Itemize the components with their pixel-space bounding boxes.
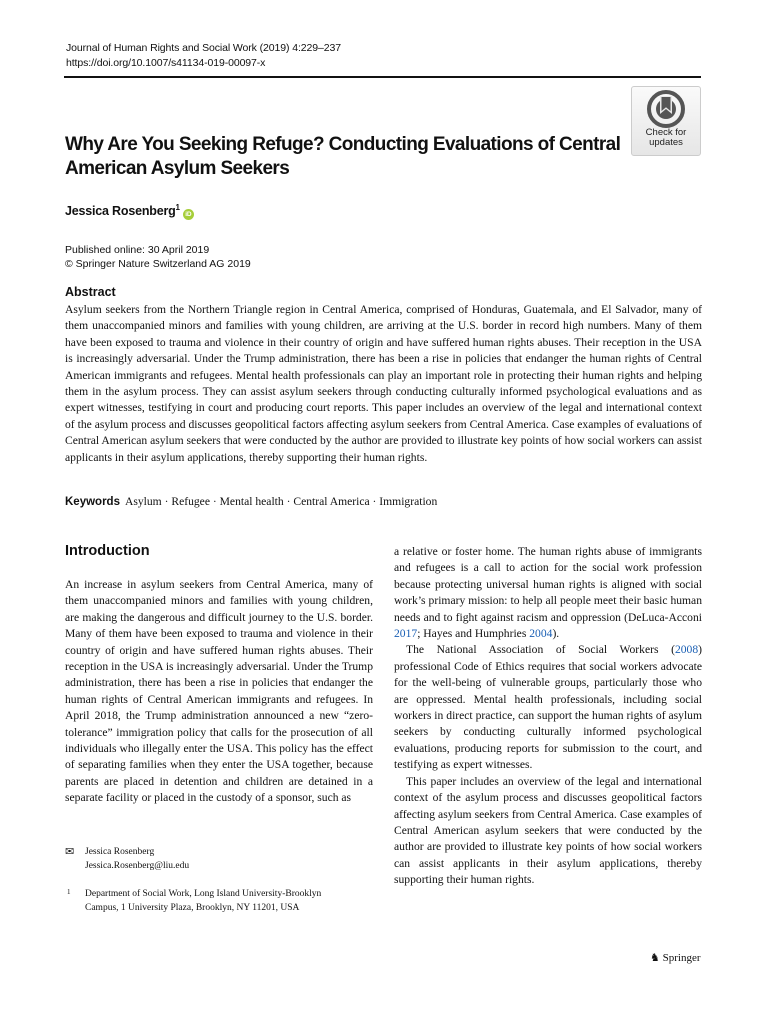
check-for-updates-badge[interactable] <box>631 86 701 156</box>
journal-header <box>66 41 341 71</box>
contact-name: Jessica Rosenberg <box>85 847 155 857</box>
left-column <box>65 577 373 807</box>
orcid-icon[interactable]: iD <box>183 209 194 220</box>
badge-line2: updates <box>649 137 683 148</box>
header-rule <box>64 76 701 78</box>
citation-link[interactable]: 2008 <box>674 643 699 657</box>
affiliation-footnote <box>65 888 321 915</box>
affiliation-line-1: Department of Social Work, Long Island University-Brooklyn <box>85 889 322 899</box>
intro-paragraph-2: The National Association of Social Workers (2008) professional Code of Ethics requires that social workers advocate for the well-being of vulnerable groups, particularly those who are oppressed. Mental health professionals, including social workers in direct practice, can support the human rights of asylum seekers by conducting culturally informed psychological evaluations, producing reports for submission to the court, and testifying as expert witnesses. <box>394 643 702 772</box>
author-line <box>65 203 194 220</box>
keywords-label: Keywords <box>65 496 120 508</box>
published-date: Published online: 30 April 2019 <box>65 244 210 256</box>
copyright: © Springer Nature Switzerland AG 2019 <box>65 258 251 270</box>
badge-line1: Check for <box>645 127 687 138</box>
horse-icon: ♞ <box>650 952 660 964</box>
affiliation-number: 1 <box>67 888 71 896</box>
springer-logo <box>650 951 701 964</box>
keywords <box>65 494 437 510</box>
contact-email[interactable]: Jessica.Rosenberg@liu.edu <box>85 860 190 871</box>
keywords-list: Asylum · Refugee · Mental health · Central America · Immigration <box>124 495 438 508</box>
bookmark-icon <box>646 90 686 128</box>
intro-paragraph-1: An increase in asylum seekers from Central America, many of them unaccompanied minors and families with young children, are making the dangerous and difficult journey to the U.S. border. Many of them have been exposed to trauma and violence in their country of origin and have suffered human rights abuses. Their reception in the USA is increasingly adversarial. Under the Trump administration, there has been a rise in policies that endanger the human rights of Central American immigrants and refugees. In April 2018, the Trump administration announced a new “zero-tolerance” immigration policy that calls for the prosecution of all individuals who illegally enter the USA. This policy has the effect of separating families when they enter the USA together, because parents are placed in detention and children are detained in a separate facility or placed in the custody of a sponsor, such as <box>65 578 373 805</box>
publisher-name: Springer <box>662 952 701 964</box>
abstract-text: Asylum seekers from the Northern Triangle region in Central America, comprised of Honduras, Guatemala, and El Salvador, many of them unaccompanied minors and families with young children, are arriving at the U.S. border in record high numbers. Many of them have been exposed to trauma and violence in their country of origin and have suffered human rights abuses. Their reception in the USA is increasingly adversarial. Under the Trump administration, there has been a rise in policies that endanger the human rights of Central American immigrants and refugees. Mental health professionals can play an important role in protecting their human rights and helping them in the asylum process. They can assist asylum seekers through conducting culturally informed psychological evaluations and as expert witnesses, testifying in court and producing court reports. This paper includes an overview of the legal and international context of the asylum process and discusses geopolitical factors affecting asylum seekers from Central America. Case examples of evaluations of Central American asylum seekers that were conducted by the author are provided to illustrate key points of how social workers can assist applicants in their asylum applications, thereby supporting their human rights. <box>65 303 702 464</box>
affiliation-line-2: Campus, 1 University Plaza, Brooklyn, NY 11201, USA <box>85 902 300 913</box>
citation-link[interactable]: 2017 <box>394 627 418 641</box>
intro-paragraph-1-cont: a relative or foster home. The human rights abuse of immigrants and refugees is a call to action for the social work profession because protecting universal human rights is aligned with social work’s primary mission: to help all people meet their basic human needs and to fight against racism and oppression (DeLuca-Acconi 2017; Hayes and Humphries 2004). <box>394 545 702 641</box>
abstract-heading: Abstract <box>65 285 116 299</box>
intro-paragraph-3: This paper includes an overview of the legal and international context of the asylum process and discusses geopolitical factors affecting asylum seekers from Central America. Case examples of Central American asylum seekers that were conducted by the author are provided to illustrate key points of how social workers can assist applicants in their asylum applications, thereby supporting their human rights. <box>394 774 702 887</box>
envelope-icon: ✉ <box>65 846 75 858</box>
affiliation-mark: 1 <box>175 203 180 212</box>
introduction-heading: Introduction <box>65 543 150 559</box>
journal-citation: Journal of Human Rights and Social Work (2019) 4:229–237 <box>66 42 341 54</box>
citation-link[interactable]: 2004 <box>529 627 553 641</box>
doi-link[interactable]: https://doi.org/10.1007/s41134-019-00097-x <box>66 57 266 69</box>
contact-footnote <box>65 846 189 873</box>
right-column <box>394 544 702 889</box>
publication-info <box>65 243 251 271</box>
article-title: Why Are You Seeking Refuge? Conducting Evaluations of Central American Asylum Seekers <box>65 134 621 179</box>
author-name[interactable]: Jessica Rosenberg <box>65 204 176 219</box>
